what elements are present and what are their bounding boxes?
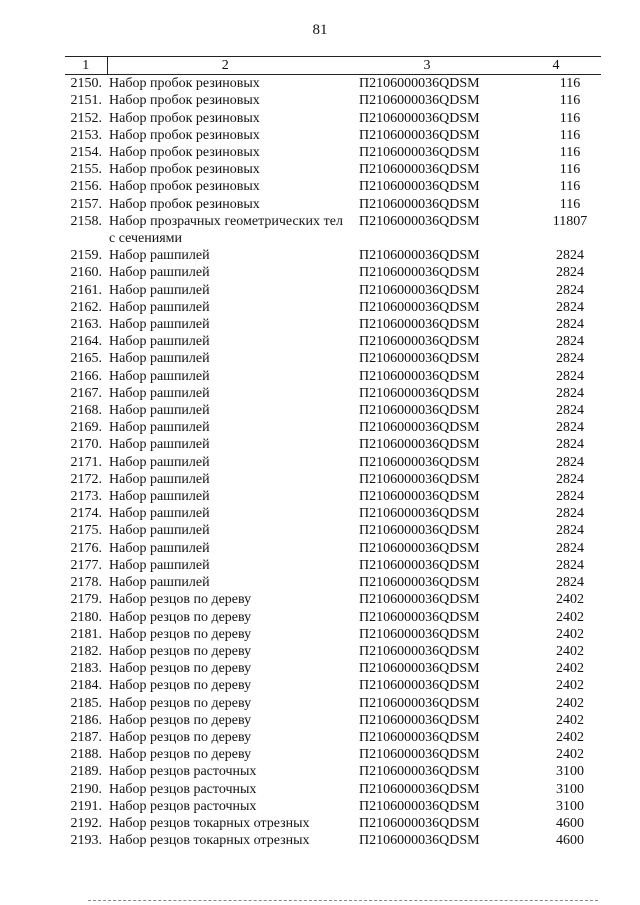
table-row [65,522,601,539]
item-quantity: 3100 [556,798,584,814]
item-quantity: 2824 [556,575,584,591]
table-row [65,282,601,299]
row-number: 2161. [70,282,102,298]
row-number: 2184. [70,678,102,694]
table-row [65,75,601,93]
item-quantity: 2824 [556,557,584,573]
item-quantity: 2824 [556,299,584,315]
table-row [65,419,601,436]
item-code: П2106000036QDSM [359,489,480,505]
item-code: П2106000036QDSM [359,747,480,763]
table-row [65,333,601,350]
item-name: Набор рашпилей [109,471,210,487]
item-name: Набор пробок резиновых [109,76,260,92]
item-name: Набор резцов расточных [109,798,257,814]
item-name: Набор рашпилей [109,265,210,281]
row-number: 2155. [70,162,102,178]
table-row [65,660,601,677]
row-number: 2185. [70,695,102,711]
table-row [65,350,601,367]
item-quantity: 2402 [556,678,584,694]
item-name: Набор резцов токарных отрезных [109,815,310,831]
item-quantity: 2402 [556,661,584,677]
item-name: Набор рашпилей [109,575,210,591]
row-number: 2151. [70,93,102,109]
item-code: П2106000036QDSM [359,196,480,212]
table-row [65,92,601,109]
table-row [65,247,601,264]
item-code: П2106000036QDSM [359,179,480,195]
item-code: П2106000036QDSM [359,626,480,642]
table-header [65,57,601,75]
item-code: П2106000036QDSM [359,127,480,143]
item-code: П2106000036QDSM [359,145,480,161]
table-row [65,557,601,574]
item-name: Набор рашпилей [109,351,210,367]
row-number: 2170. [70,437,102,453]
row-number: 2159. [70,248,102,264]
table-row [65,488,601,505]
table-row [65,385,601,402]
row-number: 2160. [70,265,102,281]
item-quantity: 2824 [556,506,584,522]
table-row [65,677,601,694]
item-code: П2106000036QDSM [359,781,480,797]
column-header-1: 1 [65,57,107,75]
item-code: П2106000036QDSM [359,334,480,350]
table-row [65,316,601,333]
item-code: П2106000036QDSM [359,609,480,625]
item-quantity: 4600 [556,815,584,831]
item-code: П2106000036QDSM [359,351,480,367]
item-code: П2106000036QDSM [359,661,480,677]
item-code: П2106000036QDSM [359,729,480,745]
item-code: П2106000036QDSM [359,213,480,229]
table-row [65,454,601,471]
item-quantity: 2402 [556,592,584,608]
row-number: 2156. [70,179,102,195]
item-code: П2106000036QDSM [359,592,480,608]
item-name: Набор прозрачных геометрических тел с сечениями [109,213,343,247]
item-quantity: 3100 [556,764,584,780]
item-name: Набор резцов по дереву [109,661,252,677]
item-name: Набор рашпилей [109,454,210,470]
items-table [65,56,601,849]
row-number: 2154. [70,145,102,161]
table-row [65,471,601,488]
header-row [65,57,601,75]
item-name: Набор рашпилей [109,523,210,539]
table-row [65,264,601,281]
table-row [65,574,601,591]
item-code: П2106000036QDSM [359,506,480,522]
table-row [65,798,601,815]
row-number: 2180. [70,609,102,625]
row-number: 2178. [70,575,102,591]
item-name: Набор рашпилей [109,317,210,333]
table-row [65,746,601,763]
item-name: Набор резцов по дереву [109,695,252,711]
item-code: П2106000036QDSM [359,265,480,281]
item-name: Набор рашпилей [109,557,210,573]
item-quantity: 116 [559,110,581,126]
item-name: Набор пробок резиновых [109,196,260,212]
item-name: Набор пробок резиновых [109,145,260,161]
item-code: П2106000036QDSM [359,248,480,264]
table-row [65,505,601,522]
item-code: П2106000036QDSM [359,712,480,728]
row-number: 2162. [70,299,102,315]
item-quantity: 2824 [556,540,584,556]
row-number: 2187. [70,729,102,745]
item-name: Набор резцов токарных отрезных [109,833,310,849]
item-quantity: 11807 [552,213,588,229]
item-code: П2106000036QDSM [359,764,480,780]
item-code: П2106000036QDSM [359,678,480,694]
row-number: 2169. [70,420,102,436]
table-row [65,368,601,385]
table-row [65,591,601,608]
item-name: Набор резцов расточных [109,781,257,797]
item-code: П2106000036QDSM [359,575,480,591]
row-number: 2164. [70,334,102,350]
item-quantity: 2824 [556,265,584,281]
row-number: 2152. [70,110,102,126]
item-code: П2106000036QDSM [359,454,480,470]
item-quantity: 2824 [556,351,584,367]
item-name: Набор рашпилей [109,248,210,264]
table-body [65,75,601,850]
item-name: Набор рашпилей [109,489,210,505]
item-name: Набор рашпилей [109,403,210,419]
page-number: 81 [312,22,328,38]
row-number: 2173. [70,489,102,505]
item-name: Набор рашпилей [109,540,210,556]
item-code: П2106000036QDSM [359,76,480,92]
item-name: Набор резцов расточных [109,764,257,780]
item-code: П2106000036QDSM [359,540,480,556]
item-quantity: 2824 [556,403,584,419]
column-header-3: 3 [343,57,511,75]
item-quantity: 116 [559,162,581,178]
row-number: 2150. [70,76,102,92]
item-quantity: 2402 [556,695,584,711]
bottom-rule [88,900,598,901]
row-number: 2192. [70,815,102,831]
item-code: П2106000036QDSM [359,282,480,298]
item-name: Набор пробок резиновых [109,110,260,126]
table-row [65,695,601,712]
item-quantity: 2402 [556,643,584,659]
table-row [65,609,601,626]
row-number: 2175. [70,523,102,539]
item-name: Набор резцов по дереву [109,712,252,728]
item-quantity: 2824 [556,385,584,401]
item-quantity: 116 [559,179,581,195]
item-name: Набор резцов по дереву [109,609,252,625]
item-code: П2106000036QDSM [359,93,480,109]
item-name: Набор пробок резиновых [109,93,260,109]
row-number: 2157. [70,196,102,212]
item-quantity: 2402 [556,609,584,625]
item-name: Набор резцов по дереву [109,643,252,659]
table-row [65,712,601,729]
row-number: 2182. [70,643,102,659]
row-number: 2176. [70,540,102,556]
item-code: П2106000036QDSM [359,385,480,401]
item-code: П2106000036QDSM [359,471,480,487]
column-header-2: 2 [107,57,343,75]
item-quantity: 116 [559,196,581,212]
item-name: Набор рашпилей [109,506,210,522]
row-number: 2165. [70,351,102,367]
item-name: Набор пробок резиновых [109,179,260,195]
table-row [65,161,601,178]
table-row [65,144,601,161]
item-quantity: 2824 [556,368,584,384]
item-name: Набор рашпилей [109,334,210,350]
item-name: Набор резцов по дереву [109,729,252,745]
item-quantity: 3100 [556,781,584,797]
item-name: Набор рашпилей [109,282,210,298]
item-code: П2106000036QDSM [359,420,480,436]
item-code: П2106000036QDSM [359,695,480,711]
item-quantity: 2824 [556,523,584,539]
item-quantity: 2824 [556,454,584,470]
item-code: П2106000036QDSM [359,815,480,831]
item-name: Набор резцов по дереву [109,626,252,642]
item-code: П2106000036QDSM [359,162,480,178]
row-number: 2174. [70,506,102,522]
table-row [65,832,601,849]
table-row [65,196,601,213]
item-code: П2106000036QDSM [359,403,480,419]
item-name: Набор пробок резиновых [109,162,260,178]
item-code: П2106000036QDSM [359,368,480,384]
item-code: П2106000036QDSM [359,798,480,814]
row-number: 2183. [70,661,102,677]
row-number: 2172. [70,471,102,487]
item-quantity: 2824 [556,334,584,350]
row-number: 2188. [70,747,102,763]
item-code: П2106000036QDSM [359,299,480,315]
row-number: 2167. [70,385,102,401]
row-number: 2166. [70,368,102,384]
table-row [65,213,601,247]
item-code: П2106000036QDSM [359,317,480,333]
table-row [65,127,601,144]
row-number: 2190. [70,781,102,797]
item-code: П2106000036QDSM [359,833,480,849]
table-row [65,781,601,798]
item-code: П2106000036QDSM [359,643,480,659]
item-name: Набор рашпилей [109,385,210,401]
item-quantity: 2402 [556,747,584,763]
row-number: 2177. [70,557,102,573]
item-quantity: 2402 [556,729,584,745]
item-name: Набор рашпилей [109,368,210,384]
table-row [65,643,601,660]
table-row [65,815,601,832]
table-row [65,763,601,780]
row-number: 2168. [70,403,102,419]
item-name: Набор резцов по дереву [109,747,252,763]
item-code: П2106000036QDSM [359,557,480,573]
row-number: 2158. [70,213,102,229]
item-name: Набор пробок резиновых [109,127,260,143]
table-row [65,178,601,195]
item-code: П2106000036QDSM [359,523,480,539]
column-header-4: 4 [511,57,601,75]
item-quantity: 2402 [556,712,584,728]
item-name: Набор рашпилей [109,420,210,436]
item-quantity: 2824 [556,317,584,333]
item-quantity: 116 [559,127,581,143]
table-row [65,540,601,557]
item-quantity: 2824 [556,489,584,505]
table-row [65,110,601,127]
table-row [65,402,601,419]
row-number: 2171. [70,454,102,470]
table-row [65,436,601,453]
table-row [65,729,601,746]
row-number: 2163. [70,317,102,333]
item-quantity: 2824 [556,437,584,453]
item-quantity: 2824 [556,248,584,264]
table-row [65,626,601,643]
item-name: Набор резцов по дереву [109,592,252,608]
row-number: 2181. [70,626,102,642]
row-number: 2191. [70,798,102,814]
row-number: 2186. [70,712,102,728]
item-quantity: 116 [559,76,581,92]
item-name: Набор резцов по дереву [109,678,252,694]
item-quantity: 2824 [556,420,584,436]
row-number: 2189. [70,764,102,780]
item-quantity: 4600 [556,833,584,849]
item-quantity: 2824 [556,282,584,298]
item-quantity: 2402 [556,626,584,642]
item-quantity: 2824 [556,471,584,487]
row-number: 2193. [70,833,102,849]
row-number: 2179. [70,592,102,608]
item-quantity: 116 [559,145,581,161]
item-code: П2106000036QDSM [359,437,480,453]
row-number: 2153. [70,127,102,143]
item-code: П2106000036QDSM [359,110,480,126]
item-name: Набор рашпилей [109,437,210,453]
item-name: Набор рашпилей [109,299,210,315]
item-quantity: 116 [559,93,581,109]
table-row [65,299,601,316]
